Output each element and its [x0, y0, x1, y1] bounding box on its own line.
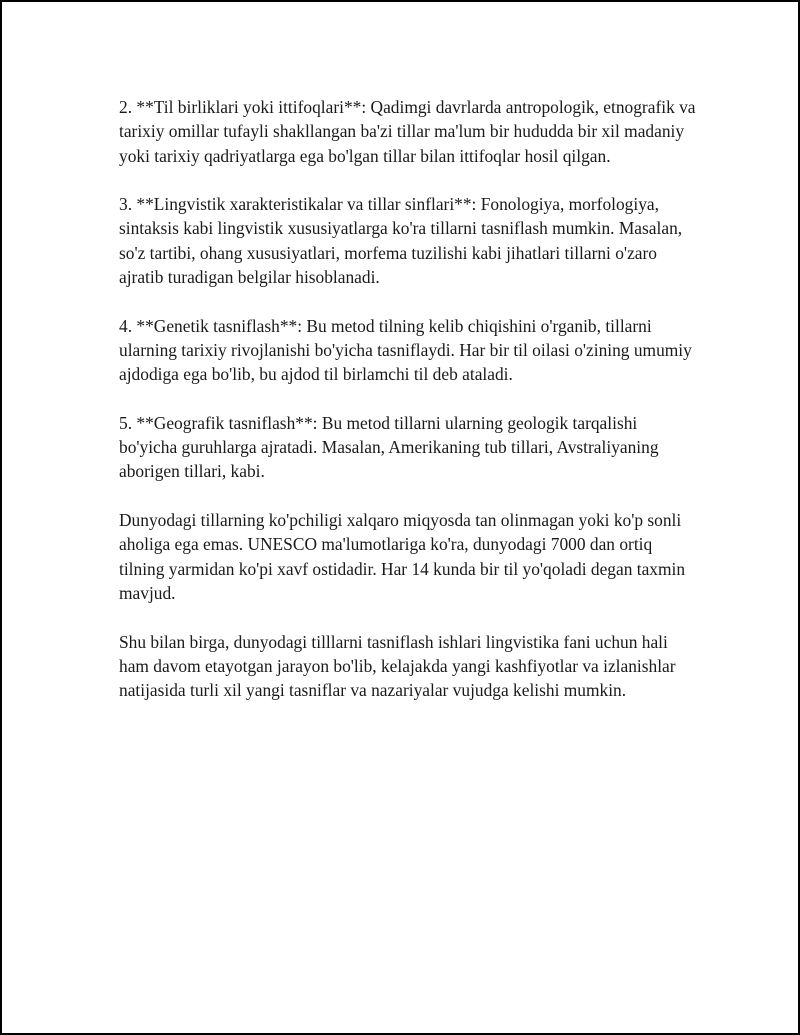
- paragraph-xulosa: Shu bilan birga, dunyodagi tilllarni tasniflash ishlari lingvistika fani uchun hali ham davom etayotgan jarayon bo'lib, kelajakda yangi kashfiyotlar va izlanishlar natijasida turli xil yangi tasniflar va nazariyalar vujudga kelishi mumkin.: [119, 631, 676, 701]
- paragraph-til-birliklari: 2. **Til birliklari yoki ittifoqlari**: Qadimgi davrlarda antropologik, etnografik va tarixiy omillar tufayli shakllangan ba'zi tillar ma'lum bir hududda bir xil madaniy yoki tarixiy qadriyatlarga ega bo'lgan tillar bilan ittifoqlar hosil qilgan.: [119, 97, 696, 166]
- paragraph-lingvistik-xarakteristikalar: 3. **Lingvistik xarakteristikalar va tillar sinflari**: Fonologiya, morfologiya, sintaksis kabi lingvistik xususiyatlarga ko'ra tillarni tasniflash mumkin. Masalan, so'z tartibi, ohang xususiyatlari, morfema tuzilishi kabi jihatlari tillarni o'zaro ajratib turadigan belgilar hisoblanadi.: [119, 194, 683, 288]
- paragraph-tillar-xavf-ostida: Dunyodagi tillarning ko'pchiligi xalqaro miqyosda tan olinmagan yoki ko'p sonli aholiga ega emas. UNESCO ma'lumotlariga ko'ra, dunyodagi 7000 dan ortiq tilning yarmidan ko'pi xavf ostidadir. Har 14 kunda bir til yo'qoladi degan taxmin mavjud.: [119, 510, 686, 603]
- paragraph-geografik-tasniflash: 5. **Geografik tasniflash**: Bu metod tillarni ularning geologik tarqalishi bo'yicha guruhlarga ajratadi. Masalan, Amerikaning tub tillari, Avstraliyaning aborigen tillari, kabi.: [119, 412, 659, 482]
- document-body: [119, 95, 699, 727]
- paragraph-genetik-tasniflash: 4. **Genetik tasniflash**: Bu metod tilning kelib chiqishini o'rganib, tillarni ularning tarixiy rivojlanishi bo'yicha tasniflaydi. Har bir til oilasi o'zining umumiy ajdodiga ega bo'lib, bu ajdod til birlamchi til deb ataladi.: [119, 315, 692, 385]
